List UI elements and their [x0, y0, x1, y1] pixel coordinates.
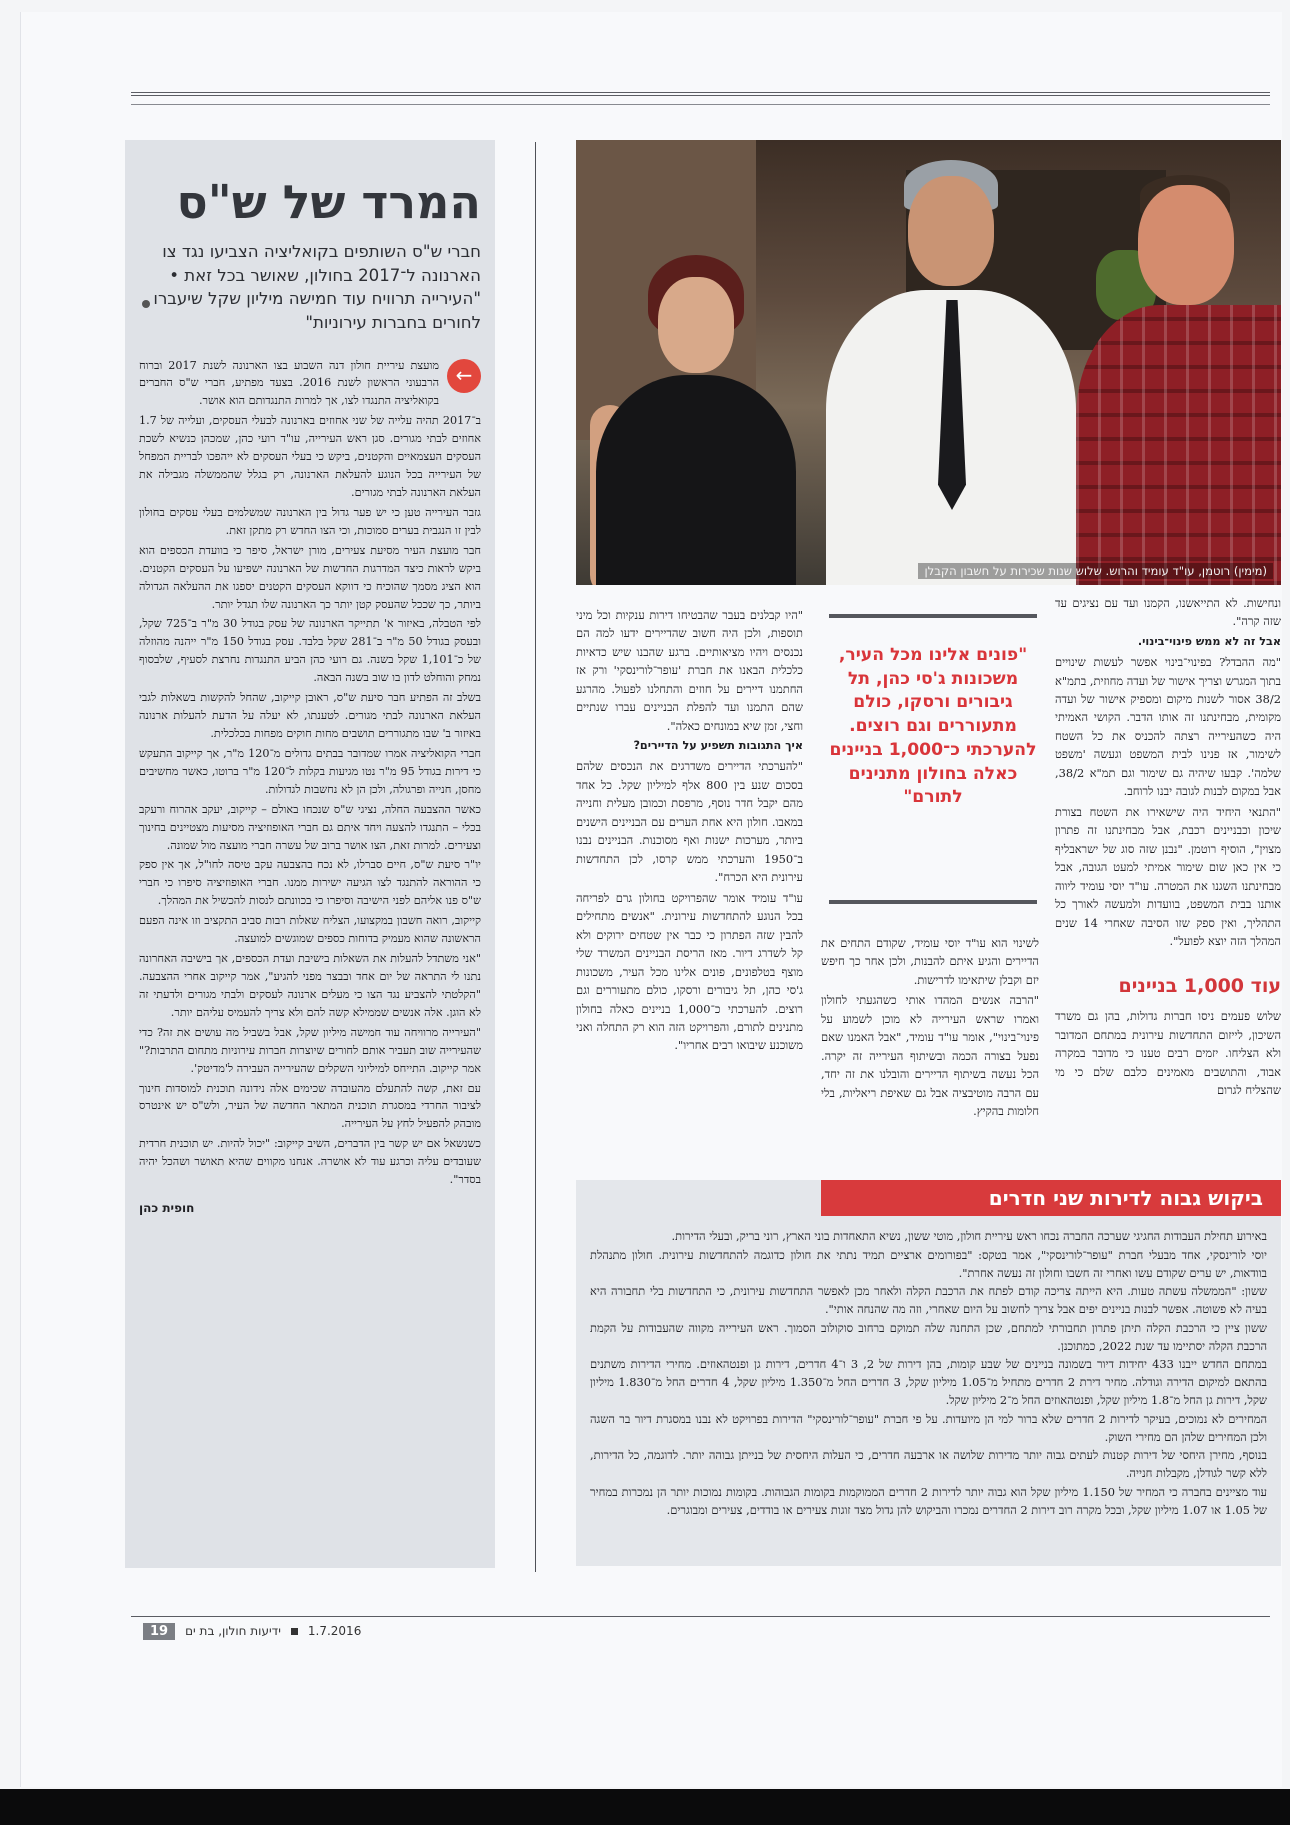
info-box-paragraph: בנוסף, מחירן היחסי של דירות קטנות לעתים גבוה יותר מדירות שלושה או ארבעה חדרים, כי העלות היחסית של בנייתן גבוהה יותר. לדוגמה, כל הדירות, ללא קשר לגודלן, מקבלות חנייה. [590, 1448, 1267, 1481]
sidebar-title: המרד של ש"ס [176, 175, 481, 229]
article-subheading: עוד 1,000 בניינים [1118, 974, 1281, 997]
info-box-paragraph: באירוע תחילת העבודות החגיגי שערכה החברה נכחו ראש עיריית חולון, מוטי ששון, נשיא התאחדות בוני הארץ, רוני בריק, ובעלי הדירות. [671, 1229, 1267, 1243]
issue-date: 1.7.2016 [307, 1624, 362, 1638]
article-paragraph: "היו קבלנים בעבר שהבטיחו דירות ענקיות וכל מיני תוספות, ולכן היה חשוב שהדיירים ידעו למה הם נכנסים ויהיו מציאותיים. ברגע שהבנו שיש כדאיות כלכלית הבאנו את חברת 'עופר־לורינסקי' ורק אז החתמנו דיירים על חוזים והתחלנו לפעול. מהרגע שהם התמנו ועד להפלת הבניינים עברו שנתיים וחצי, זמן שיא במונחים כאלה". [576, 608, 803, 733]
sidebar-body [139, 357, 481, 1219]
article-column-right [1055, 594, 1281, 1102]
info-box-paragraph: ששון ציין כי הרכבת הקלה תיתן פתרון תחבורתי למתחם, שכן התחנה שלה תמוקם ברחוב סוקולוב הסמוך. ראש העירייה מקווה שהעבודות על הקמת הרכבת הקלה יסתיימו עד שנת 2022, כמתוכנן. [590, 1320, 1267, 1353]
sidebar-subtitle: חברי ש"ס השותפים בקואליציה הצביעו נגד צו הארנונה ל־2017 בחולון, שאושר בכל זאת • "העירייה תרוויח עוד חמישה מיליון שקל שיעברו לחורים בחברות עירוניות" [153, 242, 481, 332]
column-divider [535, 142, 536, 1572]
info-box-paragraph: ששון: "הממשלה עשתה טעות. היא הייתה צריכה קודם לפתח את הרכבת הקלה ולאחר מכן לאפשר התחדשות עירונית, כי התחדשות בלי תחבורה היא בעיה לא פשוטה. אפשר לבנות בניינים יפים אבל צריך לחשוב על היום שאחרי, וזה מה שהנחה אותי". [590, 1284, 1267, 1317]
sidebar-paragraph: "העירייה מרוויחה עוד חמישה מיליון שקל, אבל בשביל מה עושים את זה? כדי שהעירייה שוב תעביר אותם לחורים שיוצרות חברות עירוניות מתחום התרבות?" אמר קייקוב. התייחס למיליוני השקלים שהעירייה העבירה ל'מדיטק'. [139, 1025, 481, 1075]
photo-person-man-tie [826, 160, 1076, 585]
article-paragraph: ונחישות. לא התייאשנו, הקמנו ועד עם נציגים עד שזה קרה". [1055, 596, 1281, 629]
binder-hole [142, 300, 150, 308]
photo-person-woman [596, 255, 796, 585]
article-paragraph: לשינוי הוא עו"ד יוסי עומיד, שקודם התחים את הדיירים והגיע איתם להבנות, ולכן אחר כך חיפש יזם וקבלן שיתאימו לדרישות. [821, 936, 1039, 987]
pull-quote-text: "פונים אלינו מכל העיר, משכונות ג'סי כהן, תל גיבורים ורסקו, כולם מתעוררים וגם רוצים. להערכתי כ־1,000 בניינים כאלה בחולון מתנינים לתורם" [829, 645, 1037, 808]
article-paragraph: "הרבה אנשים המהדו אותי כשהגעתי לחולון ואמרו שראש העירייה לא מוכן לשמוע על פינוי־בינוי", אומר עו"ד עומיד, "אבל האמנו שאם נפעל בצורה הכמה ובשיתוף העירייה זה יקרה. הכל נעשה בשיתוף הדיירים והובלנו את זה יחד, עם הרבה מוטיבציה אבל גם שאיפת ריאליות, בלי חלומות בהקיץ. [821, 993, 1039, 1119]
sidebar-paragraph: כאשר ההצבעה החלה, נציגי ש"ס שנכחו באולם – קייקוב, יעקב אהרוח ורעקב בכלי – התנגדו להצעה ויחד איתם גם חברי האופוזיציה מסיעות מצטיינים בחינוך וצעירים. למרות זאת, הצו אושר ברוב של עשרה חברי מועצה מול שמונה. [139, 802, 481, 852]
article-paragraph: "התנאי היחיד היה שישאירו את השטח בצורת שיכון וכבניינים רכבת, אבל מבחינתנו זה פתרון מצוין", הוסיף רוטמן. "נבנן שזה סוג של ישראבליף כי אין כאן שום שימור אמיתי למעט הגובה, אבל מבחינתנו השגנו את המטרה. עו"ד יוסי עומיד ליווה אותנו בבית המשפט, בוועדות ולמעשה לאורך כל התהליך, ואין ספק שזו הסיבה שאחרי 14 שנים המהלך הזה יוצא לפועל". [1055, 804, 1281, 949]
sidebar-paragraph: מועצת עיריית חולון דנה השבוע בצו הארנונה לשנת 2017 וברוח הרבעוני הראשון לשנת 2016. בצעד מפתיע, חברי ש"ס החברים בקואליציה התנגדו לצו, אך למרות התנגדותם הוא אושר. [139, 358, 440, 408]
photo-person-man-plaid [1076, 175, 1281, 585]
sidebar-paragraph: חברי הקואליציה אמרו שמדובר בבתים גדולים מ־120 מ"ר, אך קייקוב התעקש כי דירות בגודל 95 מ"ר נטו מגיעות בקלות ל־120 מ"ר ברוטו, כאשר מחשיבים מחסן, חנייה ופרגולה, ולכן הן לא נחשבות לגדולות. [139, 746, 481, 796]
footer-rule [131, 1616, 1270, 1617]
publication-name: ידיעות חולון, בת ים [185, 1624, 281, 1638]
sidebar-paragraph: קייקוב, רואה חשבון במקצועו, הצליח שאלות רבות סביב התקציב וזו אינה הפעם הראשונה שהוא מעמיק בדוחות כספים שמוגשים למועצה. [139, 914, 481, 946]
top-rule-thin [131, 104, 1270, 105]
sidebar-paragraph: חבר מועצת העיר מסיעת צעירים, מורן ישראל, סיפר כי בוועדת הכספים הוא ביקש לראות כיצד המדרגות החדשות של הארנונה ישפיעו על העסקים הקטנים. הוא הציג מסמך שהוכיח כי דווקא העסקים הקטנים יספגו את ההעלאה הגדולה ביותר, כך שככל שהעסק קטן יותר כך הארנונה שלו תגדל יותר. [139, 543, 481, 611]
sidebar-paragraph: בשלב זה הפתיע חבר סיעת ש"ס, ראובן קייקוב, שהחל להקשות בשאלות לגבי העלאת הארנונה לבתי מגורים. לטענתו, לא יעלה על הדעת להעלות ארנונה באיזור ב' שבו מתגוררים תושבים מחות חוקים מפחות בכלכלית. [139, 691, 481, 740]
sidebar-paragraph: ב־2017 תהיה עלייה של שני אחוזים בארנונה לבעלי העסקים, ועלייה של 1.7 אחוזים לבתי מגורים. סגן ראש העירייה, עו"ד רועי כהן, שמכהן כנשיא לשכת העסקים העצמאיים והקטנים, ביקש כי בעלי העסקים לא ייהפכו לבריית המפחל של העירייה בכל הנוגע להעלאת הארנונה, רק בגלל שהממשלה מגבילה את העלאת הארנונה לבתי מגורים. [139, 414, 481, 499]
article-column-left [576, 606, 803, 1057]
sidebar-paragraph: גזבר העירייה טען כי יש פער גדול בין הארנונה שמשלמים בעלי עסקים בחולון לבין זו הנגבית בערים סמוכות, וכי הצו החדש רק מתקן זאת. [139, 505, 481, 537]
info-box [576, 1180, 1281, 1566]
info-box-paragraph: יוסי לורינסקי, אחד מבעלי חברת "עופר־לורינסקי", אמר בטקס: "בפורומים ארציים תמיד נתתי את חולון כדוגמה להתחדשות עירונית. חולון מתנהלת בוודאות, יש ערים שקודם עשו ואחרי זה חשבו וחולון זה נעשה אחרת". [590, 1247, 1267, 1280]
article-question: איך התגובות תשפיע על הדיירים? [633, 739, 803, 753]
info-box-paragraph: המחירים לא נמוכים, בעיקר לדירות 2 חדרים שלא ברור למי הן מיועדות. על פי חברת "עופר־לורינסקי" הדירות בפרויקט לא נבנו במסגרת דיור בר השגה ולכן המחירים שלהן הם מחירי השוק. [590, 1411, 1267, 1444]
article-paragraph: עו"ד עומיד אומר שהפרויקט בחולון גרם לפריחה בכל הנוגע להתחדשות עירונית. "אנשים מתחילים להבין שזה הפתרון כי כבר אין שטחים ירוקים ולא קל לשדרג דיור. מאז הריסת הבניינים המשרד שלי מוצף בטלפונים, פונים אלינו מכל העיר, משכונות ג'סי כהן, תל גיבורים ורסקו, כולם מתעוררים וגם רוצים. להערכתי כ־1,000 בניינים כאלה בחולון מתנינים לתורם, והפרויקט הזה הוא רק התחלה ואני משוכנע שיבואו רבים אחריו". [576, 890, 803, 1053]
sidebar-paragraph: "אני משתדל להעלות את השאלות בישיבת ועדת הכספים, אך בישיבה האחרונה נתנו לי התראה של יום אחד ובבצר מפני להגיע", אמר קייקוב אחרי ההצבעה. "הקלטתי להצביע נגד הצו כי מעלים ארנונה לעסקים ולבתי מגורים ולדעתי זה לא הוגן. אלה אנשים שממילא קשה להם ולא צריך להעמיס עליהם יותר. [139, 952, 481, 1019]
page-footer [143, 1620, 361, 1642]
sidebar-author: חופית כהן [139, 1201, 195, 1216]
newspaper-page [20, 12, 1282, 1787]
pull-quote [829, 614, 1037, 904]
top-rule [131, 92, 1270, 96]
separator-dot-icon [291, 1628, 298, 1635]
page-number: 19 [143, 1623, 175, 1640]
photo-caption: (מימין) רוטמן, עו"ד עומיד והרוש. שלוש שנות שכירות על חשבון הקבלן [918, 563, 1273, 579]
scan-bottom-edge [0, 1789, 1290, 1825]
article-paragraph: "להערכתי הדיירים משדרגים את הנכסים שלהם בסכום שנע בין 800 אלף למיליון שקל. כל אחד מהם יקבל חדר נוסף, מרפסת וכמובן מעלית וחנייה במאבו. חולון היא אחת הערים עם הבניינים הישנים ביותר, מערכות ישנות ואף מסוכנות. הבניינים נבנו ב־1950 והערכתי ממש קרסו, לכן התחדשות עירונית היא הכרח". [576, 759, 803, 885]
article-column-middle [821, 934, 1039, 1123]
sidebar-paragraph: יו"ר סיעת ש"ס, חיים סברלו, לא נכח בהצבעה עקב טיסה לחו"ל, אך אין ספק כי ההוראה להתנגד לצו הגיעה ישירות ממנו. חברי האופוזיציה סיפרו כי חברי ש"ס פנו אליהם לפני הישיבה וסיפרו כי בכוונתם לנסות להכשיל את המהלך. [139, 858, 481, 908]
article-paragraph: "מה ההבדל? בפינוי־בינוי אפשר לעשות שינויים בתוך המגרש וצריך אישור של ועדה מחוזית, בתמ"א 38/2 אסור לשנות מיקום ומספיק אישור של ועדה מקומית, מבחינתנו זה אותו הדבר. הקושי האמיתי היה כשהעירייה רצתה להכניס את כל השטח לשימור, אז פנינו לבית המשפט וגעשה 'משפט שלמה'. קבעו שיהיה גם שימור וגם תמ"א 38/2, אבל במקום לבנות לגובה יבנו לרוחב. [1055, 655, 1281, 799]
sidebar-paragraph: לפי הטבלה, באיזור א' תתייקר הארנונה של עסק בגודל 30 מ"ר ב־725 שקל, ובעסק בגודל 50 מ"ר ב־281 שקל בלבד. עסק בגודל 150 מ"ר ייהנה מהוזלה של כ־1,101 שקל בשנה. גם רועי כהן הביע התנגדות נחרצת לסעיף, שלבסוף נמחק והוחלט לדון בו שוב בשנה הבאה. [139, 617, 481, 685]
sidebar-article [125, 140, 495, 1568]
article-paragraph: שלוש פעמים ניסו חברות גדולות, בהן גם משרד השיכון, לייזום התחדשות עירונית במתחם המדובר ולא הצליחו. יזמים רבים טענו כי מדובר במקרה אבוד, והתושבים מאמינים כלבם שלם כי מי שהצליח לגרום [1055, 1009, 1281, 1098]
arrow-left-icon: ← [447, 359, 481, 393]
article-photo [576, 140, 1281, 585]
sidebar-paragraph: כשנשאל אם יש קשר בין הדברים, השיב קייקוב: "יכול להיות. יש תוכנית חרדית שעובדים עליה וכרגע עוד לא אושרה. אנחנו מקווים שהיא תאושר ושהכל יהיה בסדר". [139, 1137, 481, 1187]
info-box-body [590, 1228, 1267, 1521]
info-box-title: ביקוש גבוה לדירות שני חדרים [821, 1180, 1281, 1216]
info-box-paragraph: עוד מציינים בחברה כי המחיר של 1.150 מיליון שקל הוא גבוה יותר לדירות 2 חדרים הממוקמות בקומות הגבוהות. בקומות נמוכות יותר הן נמכרות במחיר של 1.05 או 1.07 מיליון שקל, ובכל מקרה רוב דירות 2 החדרים נמכרו והביקוש להן גדול מצד זוגות צעירים או בודדים, צעירים ומבוגרים. [590, 1484, 1267, 1517]
article-question: אבל זה לא ממש פינוי־בינוי. [1137, 634, 1281, 648]
sidebar-paragraph: עם זאת, קשה להתעלם מהעובדה שכימים אלה נידונה תוכנית למוסדות חינוך לציבור החרדי במסגרת תוכנית המתאר החדשה של העיר, ולש"ס יש אינטרס מובהק להפעיל לחץ על העירייה. [139, 1081, 481, 1131]
info-box-paragraph: במתחם החדש ייבנו 433 יחידות דיור בשמונה בניינים של שבע קומות, בהן דירות של 2, 3 ו־4 חדרים, דירות גן ופנטהאוזים. מחירי הדירות משתנים בהתאם למיקום הדירה וגודלה. מחיר דירת 2 חדרים מתחיל מ־1.05 מיליון שקל, 3 חדרים החל מ־1.350 מיליון שקל, 4 חדרים החל מ־1.830 מיליון שקל, דירות גן החל מ־1.8 מיליון שקל, ופנטהאוזים החל מ־2 מיליון שקל. [590, 1357, 1268, 1408]
